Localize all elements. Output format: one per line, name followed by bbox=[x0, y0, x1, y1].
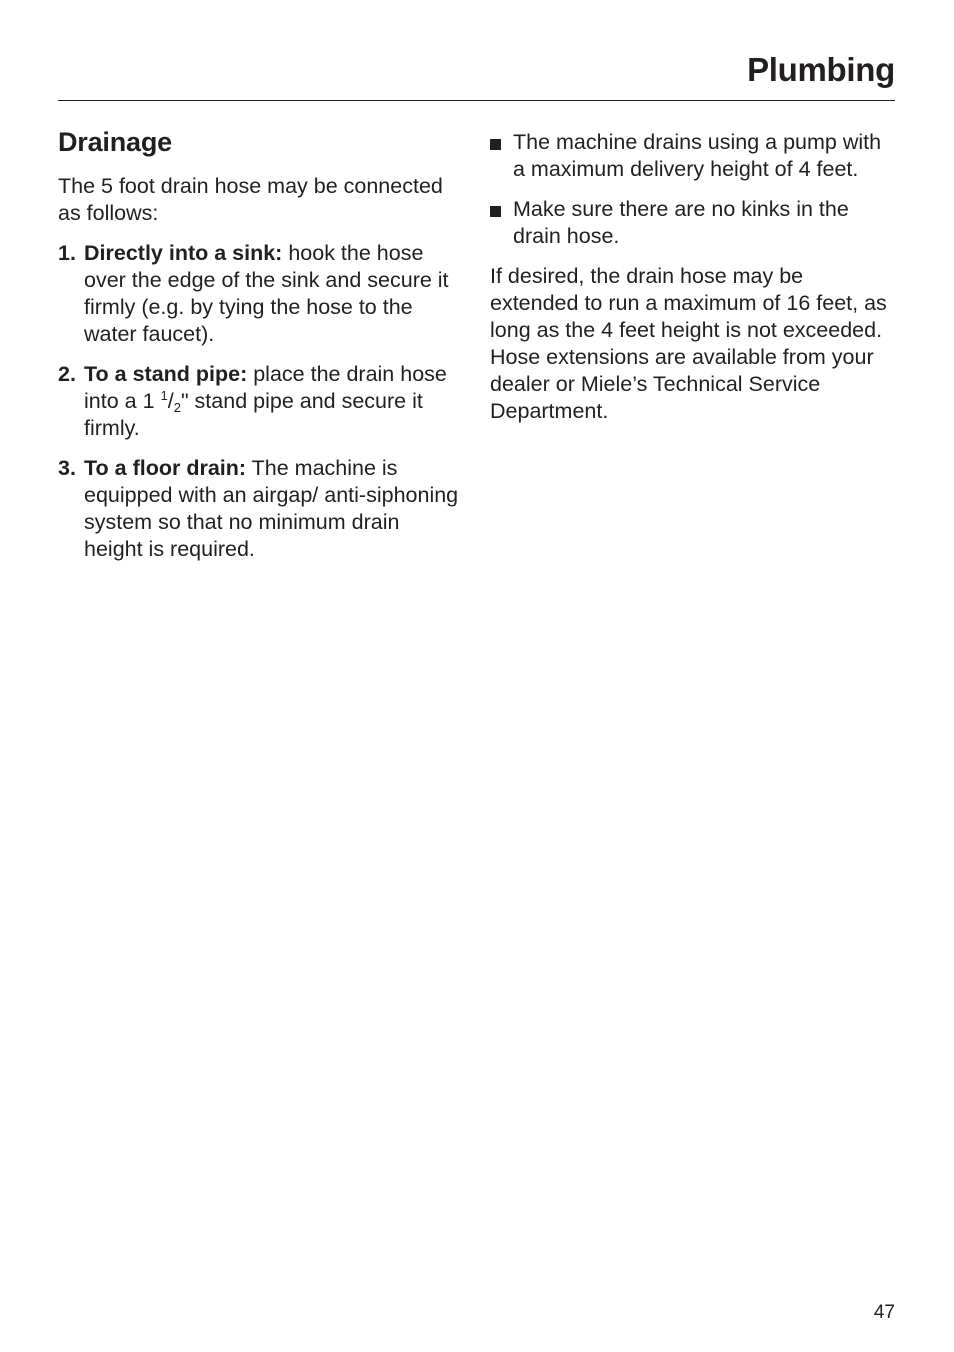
drain-options-list bbox=[58, 240, 463, 563]
step-number: 3. bbox=[58, 456, 76, 480]
bullet-text: The machine drains using a pump with a maximum delivery height of 4 feet. bbox=[513, 130, 882, 181]
list-item bbox=[58, 455, 463, 563]
section-heading: Drainage bbox=[58, 127, 172, 157]
list-item bbox=[490, 129, 895, 183]
page-number: 47 bbox=[873, 1302, 895, 1323]
step-lead: To a stand pipe: bbox=[84, 362, 248, 386]
left-column bbox=[58, 122, 463, 576]
step-text-continued: " stand pipe and secure it firmly. bbox=[84, 389, 423, 440]
fraction-slash: / bbox=[167, 389, 174, 413]
step-text: The machine is equipped with an airgap/ anti-siphoning system so that no minimum drain height is required. bbox=[84, 456, 459, 561]
fraction bbox=[161, 389, 181, 413]
notes-list bbox=[490, 129, 895, 250]
page-title: Plumbing bbox=[747, 51, 895, 88]
step-lead: To a floor drain: bbox=[84, 456, 247, 480]
step-text: hook the hose over the edge of the sink and secure it firmly (e.g. by tying the hose to the water faucet). bbox=[84, 241, 449, 346]
list-item bbox=[58, 240, 463, 348]
list-item bbox=[490, 196, 895, 250]
step-number: 1. bbox=[58, 241, 76, 265]
fraction-denominator: 2 bbox=[173, 400, 181, 415]
intro-text: The 5 foot drain hose may be connected as follows: bbox=[58, 174, 443, 225]
fraction-numerator: 1 bbox=[160, 388, 168, 403]
square-bullet-icon bbox=[490, 206, 501, 217]
right-column bbox=[490, 122, 895, 425]
step-lead: Directly into a sink: bbox=[84, 241, 283, 265]
square-bullet-icon bbox=[490, 139, 501, 150]
step-text: place the drain hose into a 1 bbox=[84, 362, 447, 413]
extension-paragraph: If desired, the drain hose may be extended to run a maximum of 16 feet, as long as the 4 feet height is not exceeded. Hose extensions are available from your dealer or Miele’s Technical Service Department. bbox=[490, 264, 887, 423]
step-number: 2. bbox=[58, 362, 76, 386]
header-divider bbox=[58, 100, 895, 101]
list-item bbox=[58, 361, 463, 442]
bullet-text: Make sure there are no kinks in the drain hose. bbox=[513, 197, 849, 248]
